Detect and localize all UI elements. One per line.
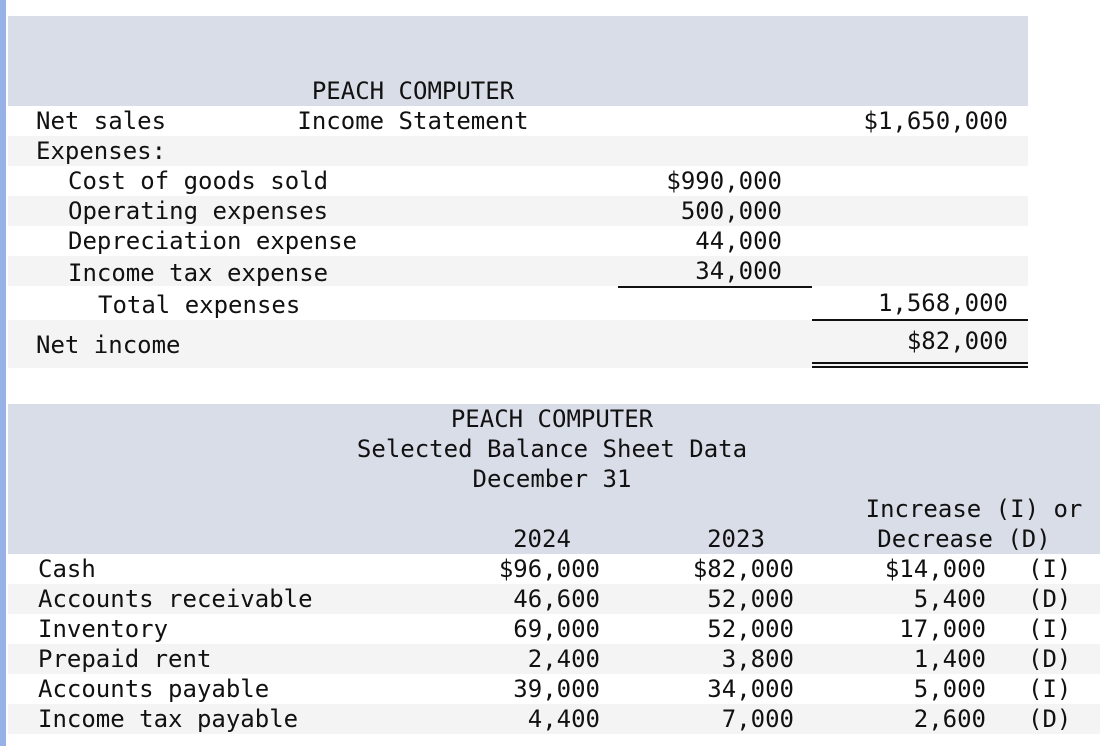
expense-value: 44,000 [695, 227, 782, 255]
expense-value: 500,000 [680, 197, 782, 225]
bs-row-2024: 39,000 [513, 675, 600, 703]
expenses-underline [618, 286, 812, 288]
expense-label: Depreciation expense [68, 227, 357, 255]
net-income-double-underline-top [812, 362, 1028, 364]
bs-row-label: Inventory [38, 615, 169, 643]
bs-row-label: Cash [38, 555, 96, 583]
bs-row-label: Accounts payable [38, 675, 270, 703]
bs-row-direction: (I) [1028, 675, 1072, 703]
expense-label: Cost of goods sold [68, 167, 329, 195]
bs-row-2024: 69,000 [513, 615, 600, 643]
col-header-2024: 2024 [513, 525, 571, 553]
bs-row-direction: (D) [1028, 645, 1072, 673]
net-income-double-underline-bottom [812, 366, 1028, 368]
net-sales-label: Net sales [36, 107, 167, 135]
bs-row-label: Income tax payable [38, 705, 299, 733]
net-income-value: $82,000 [906, 327, 1008, 355]
bs-row-change: 1,400 [913, 645, 986, 673]
bs-row-change: 5,000 [913, 675, 986, 703]
bs-row-change: 5,400 [913, 585, 986, 613]
bs-row-2023: 3,800 [721, 645, 794, 673]
total-expenses-label: Total expenses [98, 291, 301, 319]
bs-row-change: 2,600 [913, 705, 986, 733]
bs-row-2024: 4,400 [527, 705, 600, 733]
bs-row-direction: (I) [1028, 615, 1072, 643]
total-underline [812, 319, 1028, 321]
bs-row-2023: 52,000 [707, 585, 794, 613]
bs-row-2024: 46,600 [513, 585, 600, 613]
bs-title: Selected Balance Sheet Data [356, 435, 748, 463]
expense-label: Income tax expense [68, 259, 329, 287]
net-income-label: Net income [36, 331, 181, 359]
bs-date: December 31 [472, 465, 632, 493]
expenses-label: Expenses: [36, 137, 167, 165]
bs-row-2023: 52,000 [707, 615, 794, 643]
expense-value: $990,000 [666, 167, 782, 195]
is-title: Income Statement [297, 107, 529, 135]
bs-row-2023: 7,000 [721, 705, 794, 733]
bs-row-2024: $96,000 [498, 555, 600, 583]
is-company-name: PEACH COMPUTER [311, 77, 515, 105]
col-header-change-line2: Decrease (D) [877, 525, 1051, 553]
expense-value: 34,000 [695, 257, 782, 285]
bs-row-change: $14,000 [884, 555, 986, 583]
net-sales-value: $1,650,000 [863, 107, 1008, 135]
bs-row-label: Prepaid rent [38, 645, 212, 673]
bs-row-direction: (D) [1028, 705, 1072, 733]
bs-row-2024: 2,400 [527, 645, 600, 673]
bs-row-2023: $82,000 [692, 555, 794, 583]
expense-label: Operating expenses [68, 197, 329, 225]
col-header-change-line1: Increase (I) or [865, 495, 1083, 523]
bs-company-name: PEACH COMPUTER [450, 405, 654, 433]
col-header-2023: 2023 [707, 525, 765, 553]
total-expenses-value: 1,568,000 [877, 289, 1008, 317]
bs-row-label: Accounts receivable [38, 585, 313, 613]
bs-row-direction: (I) [1028, 555, 1072, 583]
bs-row-change: 17,000 [899, 615, 986, 643]
bs-row-2023: 34,000 [707, 675, 794, 703]
bs-row-direction: (D) [1028, 585, 1072, 613]
